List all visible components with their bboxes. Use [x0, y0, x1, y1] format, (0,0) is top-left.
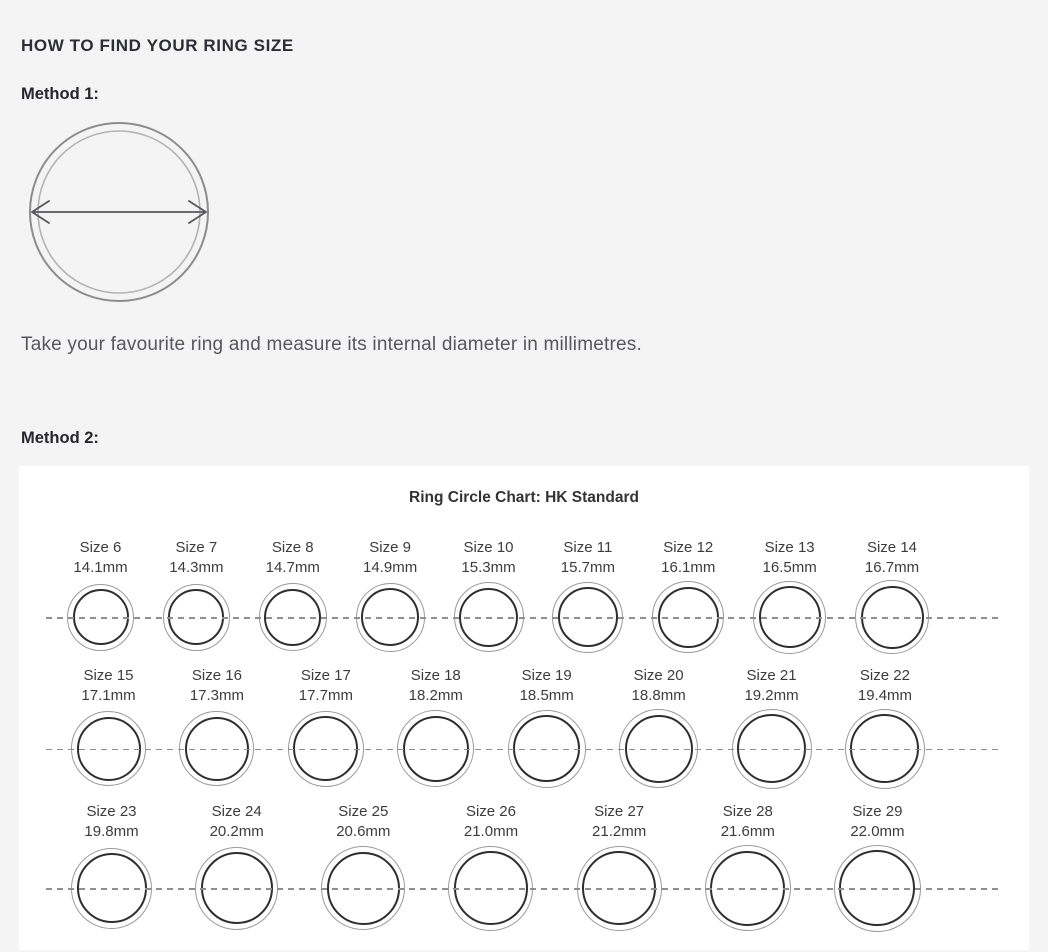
ring-size-label: Size 29: [852, 803, 903, 820]
method1-heading: Method 1:: [21, 85, 99, 103]
ring-row: [19, 538, 1029, 656]
ring-size-label: Size 28: [722, 803, 773, 820]
ring-diameter-label: 14.3mm: [169, 559, 224, 576]
ring-size-item: [163, 538, 230, 656]
ring-size-item: [508, 666, 586, 791]
method2-heading: Method 2:: [21, 429, 99, 447]
ring-size-label: Size 26: [465, 803, 516, 820]
ring-size-label: Size 9: [369, 539, 411, 556]
page-title: HOW TO FIND YOUR RING SIZE: [21, 36, 294, 55]
ring-size-label: Size 14: [866, 539, 918, 556]
ring-diameter-label: 14.9mm: [363, 559, 418, 576]
ring-size-label: Size 11: [563, 539, 613, 556]
ring-size-item: [321, 802, 405, 934]
ring-diameter-label: 16.5mm: [762, 559, 817, 576]
ring-size-item: [195, 802, 278, 934]
ring-size-item: [454, 538, 524, 656]
ring-size-label: Size 22: [859, 667, 910, 684]
ring-size-item: [259, 538, 327, 656]
ring-diameter-label: 21.6mm: [720, 823, 775, 840]
ring-size-label: Size 12: [663, 539, 714, 556]
ring-diameter-label: 19.2mm: [744, 687, 799, 704]
ring-size-label: Size 7: [175, 539, 218, 556]
ring-size-item: [552, 538, 623, 656]
chart-title: Ring Circle Chart: HK Standard: [409, 489, 639, 506]
ring-size-item: [448, 802, 533, 934]
ring-diameter-label: 15.7mm: [560, 559, 615, 576]
ring-size-item: [288, 666, 364, 791]
ring-diameter-label: 18.5mm: [519, 687, 574, 704]
ring-size-item: [855, 538, 929, 656]
ring-size-item: [753, 538, 826, 656]
ring-diameter-label: 19.8mm: [84, 823, 139, 840]
ring-diameter-label: 14.1mm: [73, 559, 128, 576]
ring-diameter-label: 16.1mm: [661, 559, 716, 576]
ring-diameter-label: 21.0mm: [463, 823, 519, 840]
ring-diameter-label: 17.1mm: [81, 687, 136, 704]
ring-size-item: [67, 538, 134, 656]
ring-diameter-label: 17.3mm: [189, 687, 245, 704]
ring-size-label: Size 13: [764, 539, 815, 556]
ring-diameter-illustration: [19, 120, 219, 304]
ring-size-label: Size 6: [79, 539, 122, 556]
ring-size-label: Size 19: [521, 667, 572, 684]
ring-size-label: Size 16: [191, 667, 242, 684]
ring-size-label: Size 25: [338, 803, 389, 820]
ring-size-item: [179, 666, 254, 791]
ring-size-item: [705, 802, 791, 934]
ring-size-label: Size 8: [271, 539, 314, 556]
ring-size-item: [652, 538, 724, 656]
ring-size-label: Size 21: [746, 667, 797, 684]
ring-row: [19, 666, 1029, 791]
ring-rows-container: [19, 538, 1029, 934]
ring-size-item: [71, 802, 152, 934]
ring-diameter-label: 18.8mm: [631, 687, 686, 704]
diameter-arrow-icon: [32, 201, 206, 223]
ring-diameter-label: 17.7mm: [298, 687, 353, 704]
ring-diameter-label: 19.4mm: [857, 687, 913, 704]
ring-size-label: Size 20: [633, 667, 684, 684]
ring-diameter-label: 16.7mm: [864, 559, 920, 576]
ring-diameter-label: 20.6mm: [336, 823, 391, 840]
ring-size-item: [397, 666, 474, 791]
ring-size-item: [619, 666, 698, 791]
ring-diameter-label: 14.7mm: [265, 559, 320, 576]
ring-size-label: Size 24: [211, 803, 262, 820]
ring-diameter-label: 18.2mm: [408, 687, 463, 704]
method1-description: Take your favourite ring and measure its internal diameter in millimetres.: [21, 334, 642, 355]
ring-size-label: Size 18: [410, 667, 461, 684]
ring-size-item: [71, 666, 146, 791]
ring-size-label: Size 17: [300, 667, 351, 684]
ring-size-chart-panel: [19, 466, 1029, 950]
ring-size-item: [732, 666, 812, 791]
ring-size-label: Size 23: [86, 803, 137, 820]
dashed-guide-line: [46, 749, 999, 751]
ring-size-item: [356, 538, 425, 656]
ring-diameter-label: 22.0mm: [850, 823, 905, 840]
ring-size-item: [577, 802, 662, 934]
ring-size-label: Size 15: [83, 667, 134, 684]
ring-size-label: Size 27: [594, 803, 645, 820]
ring-diameter-label: 20.2mm: [209, 823, 264, 840]
ring-size-item: [845, 666, 925, 791]
ring-size-item: [834, 802, 921, 934]
dashed-guide-line: [46, 617, 999, 619]
ring-size-label: Size 10: [463, 539, 514, 556]
ring-row: [19, 802, 1029, 934]
ring-diameter-label: 15.3mm: [461, 559, 516, 576]
dashed-guide-line: [46, 888, 999, 890]
ring-diameter-label: 21.2mm: [592, 823, 647, 840]
